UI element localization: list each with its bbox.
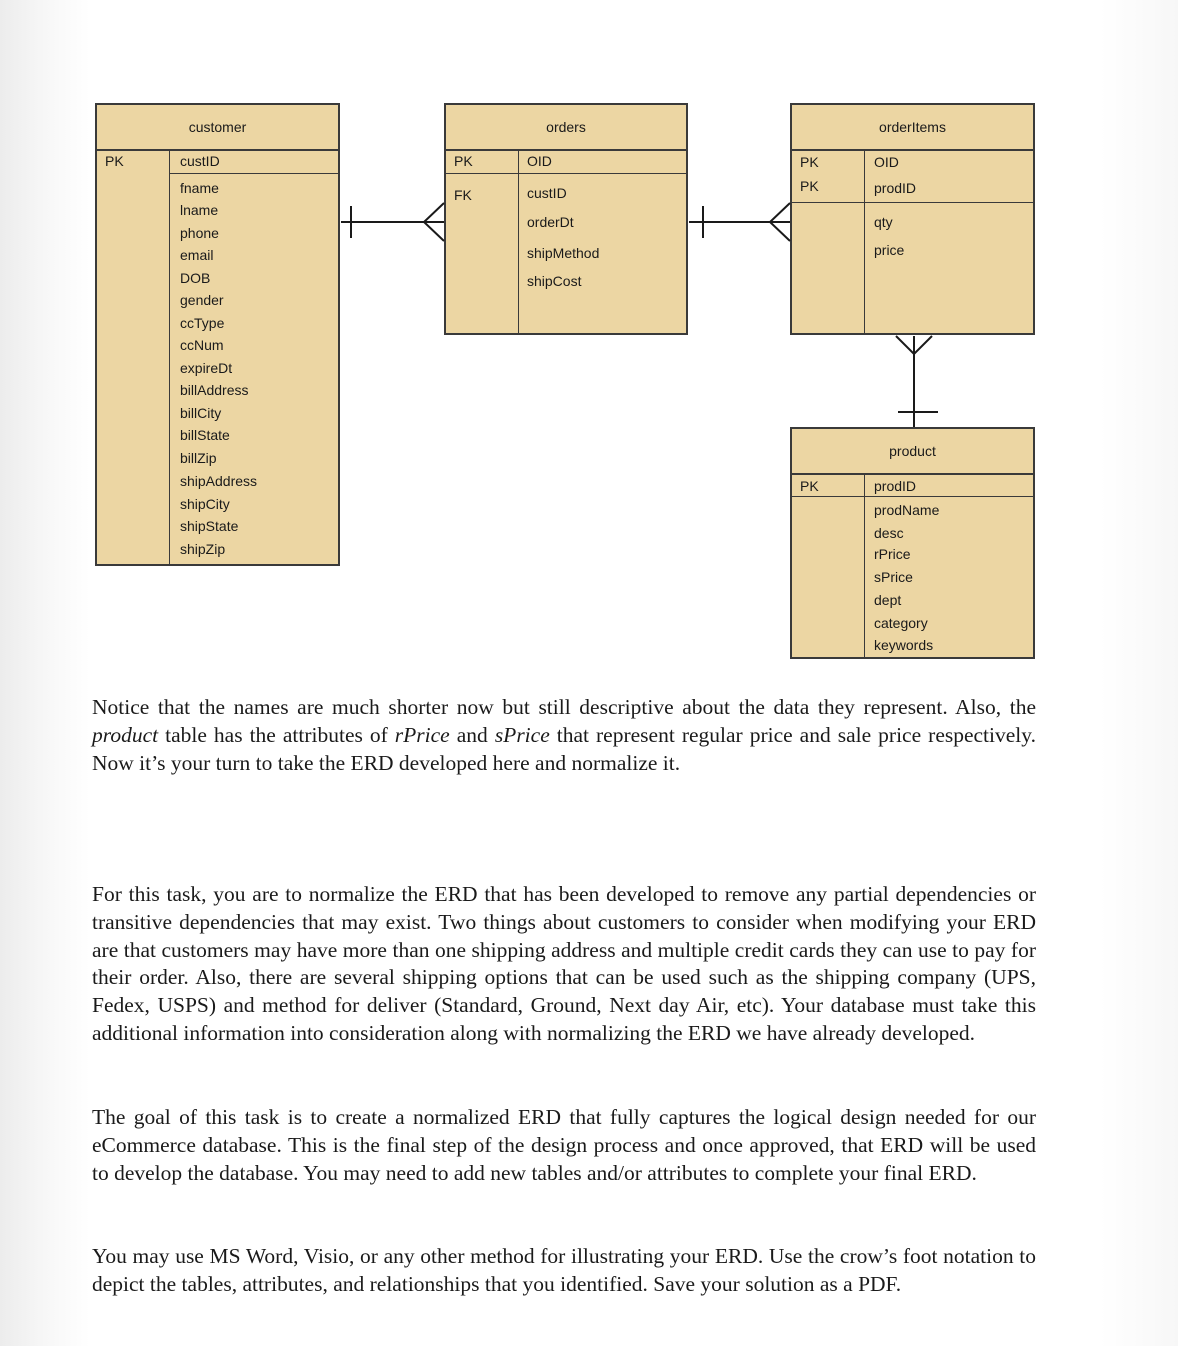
pk-label: PK [800, 478, 819, 494]
field: qty [874, 214, 893, 230]
field: DOB [180, 270, 211, 286]
pk-label: PK [800, 154, 819, 170]
field: fname [180, 180, 219, 196]
field: billAddress [180, 382, 249, 398]
field: phone [180, 225, 219, 241]
pk-field: custID [180, 153, 220, 169]
field: rPrice [874, 546, 911, 562]
pk-field: prodID [874, 478, 917, 494]
italic-text: sPrice [494, 722, 550, 747]
field: shipState [180, 518, 239, 534]
pk-field: OID [527, 153, 552, 169]
pk-label: PK [105, 153, 124, 169]
field: shipZip [180, 541, 226, 557]
field: dept [874, 592, 902, 608]
text: Notice that the names are much shorter now but still descriptive about the data they represent. Also, the [92, 695, 1036, 719]
field: billState [180, 427, 230, 443]
pk-field: OID [874, 154, 899, 170]
text: and [449, 722, 495, 747]
field: billZip [180, 450, 217, 466]
orderitems-table-title: orderItems [792, 105, 1033, 151]
field: gender [180, 292, 224, 308]
field: custID [527, 185, 567, 201]
field: keywords [874, 637, 934, 653]
paragraph-task: For this task, you are to normalize the ERD that has been developed to remove any partial dependencies or transitive dependencies that may exist. Two things about customers to consider when modifying your ERD are that customers may have more than one shipping address and multiple credit cards they can use to pay for their order. Also, there are several shipping options that can be used such as the shipping company (UPS, Fedex, USPS) and method for deliver (Standard, Ground, Next day Air, etc). Your database must take this additional information into consideration along with normalizing the ERD we have already developed. [92, 882, 1036, 1045]
pk-label: PK [800, 178, 819, 194]
italic-text: product [92, 722, 159, 747]
field: shipAddress [180, 473, 258, 489]
field: ccType [180, 315, 225, 331]
field: category [874, 615, 928, 631]
field: shipCity [180, 496, 230, 512]
field: prodName [874, 502, 940, 518]
field: price [874, 242, 905, 258]
paragraph-notice [92, 694, 1036, 777]
field: email [180, 247, 214, 263]
field: shipCost [527, 273, 582, 289]
field: ccNum [180, 337, 224, 353]
field: desc [874, 525, 904, 541]
pk-field: prodID [874, 180, 917, 196]
field: shipMethod [527, 245, 600, 261]
paragraph-instructions: You may use MS Word, Visio, or any other method for illustrating your ERD. Use the crow’s foot notation to depict the tables, attributes, and relationships that you identified. Save your solution as a PDF. [92, 1244, 1036, 1296]
field: lname [180, 202, 219, 218]
field: billCity [180, 405, 222, 421]
customer-table-title: customer [97, 105, 338, 151]
fk-label: FK [454, 187, 472, 203]
text: that represent regular price and sale price respectively. Now it’s your turn to take the ERD developed here and normalize it. [92, 722, 1037, 775]
field: orderDt [527, 214, 574, 230]
product-table-title: product [792, 429, 1033, 475]
orders-table-title: orders [446, 105, 686, 151]
pk-label: PK [454, 153, 473, 169]
text: table has the attributes of [158, 722, 395, 747]
paragraph-goal: The goal of this task is to create a normalized ERD that fully captures the logical design needed for our eCommerce database. This is the final step of the design process and once approved, that ERD will be used to develop the database. You may need to add new tables and/or attributes to complete your final ERD. [92, 1105, 1036, 1185]
field: expireDt [180, 360, 233, 376]
field: sPrice [874, 569, 913, 585]
italic-text: rPrice [394, 722, 450, 747]
